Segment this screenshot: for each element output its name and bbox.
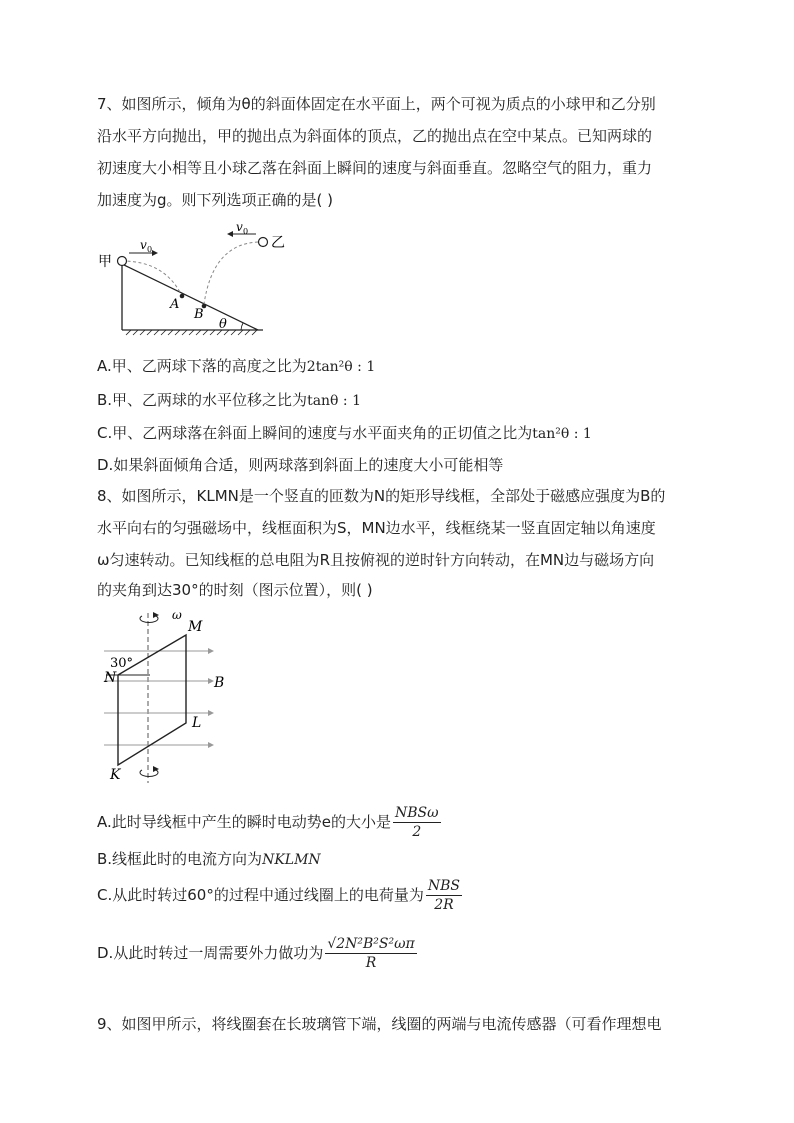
label-jia: 甲 — [98, 254, 112, 270]
q8-figure — [100, 605, 240, 785]
label-b: B — [194, 307, 204, 322]
label-k: K — [110, 767, 121, 783]
label-yi: 乙 — [271, 235, 285, 251]
q8-option-d: D.从此时转过一周需要外力做功为 $\frac{\text{√2N²B²S²ωπ}}{R}$ — [97, 936, 415, 971]
q7-option-b: B.甲、乙两球的水平位移之比为tanθ : 1 — [97, 391, 362, 409]
label-v0-yi-sub: 0 — [243, 227, 249, 236]
q8-stem-line1: 8、如图所示，KLMN是一个竖直的匝数为N的矩形导线框，全部处于磁感应强度为B的 — [97, 487, 666, 505]
q7-option-a: A.甲、乙两球下落的高度之比为2tan²θ : 1 — [97, 357, 376, 375]
label-omega: ω — [172, 608, 182, 622]
q8-stem-line2: 水平向右的匀强磁场中，线框面积为S，MN边水平，线框绕某一竖直固定轴以角速度 — [97, 519, 656, 537]
q7-stem-line1: 7、如图所示，倾角为θ的斜面体固定在水平面上，两个可视为质点的小球甲和乙分别 — [97, 95, 656, 113]
label-v0-jia-sub: 0 — [147, 245, 153, 254]
q8-option-b: B.线框此时的电流方向为NKLMN — [97, 850, 321, 868]
fraction: $\frac{\text{NBS}}{2R}$ — [427, 878, 460, 913]
label-v0-yi: v — [236, 220, 243, 234]
q7-option-c: C.甲、乙两球落在斜面上瞬间的速度与水平面夹角的正切值之比为tan²θ : 1 — [97, 424, 592, 442]
label-30deg: 30° — [110, 656, 134, 671]
q9-stem-line1: 9、如图甲所示，将线圈套在长玻璃管下端，线圈的两端与电流传感器（可看作理想电 — [97, 1015, 662, 1033]
fraction: $\frac{\text{√2N²B²S²ωπ}}{R}$ — [327, 936, 415, 971]
label-b-field: B — [214, 675, 225, 691]
label-a: A — [170, 297, 180, 312]
fraction: $\frac{\text{NBSω}}{2}$ — [395, 805, 439, 840]
q7-figure — [95, 220, 295, 340]
q8-stem-line3: ω匀速转动。已知线框的总电阻为R且按俯视的逆时针方向转动，在MN边与磁场方向 — [97, 551, 655, 569]
label-v0-jia: v — [140, 238, 147, 252]
q7-option-d: D.如果斜面倾角合适，则两球落到斜面上的速度大小可能相等 — [97, 456, 504, 474]
label-l: L — [192, 715, 202, 731]
q8-option-c: C.从此时转过60°的过程中通过线圈上的电荷量为 $\frac{\text{NBS}}{2R}$ — [97, 878, 460, 913]
label-theta: θ — [219, 317, 227, 332]
q7-stem-line4: 加速度为g。则下列选项正确的是( ) — [97, 191, 333, 209]
label-n: N — [104, 670, 117, 686]
q7-stem-line2: 沿水平方向抛出，甲的抛出点为斜面体的顶点，乙的抛出点在空中某点。已知两球的 — [97, 127, 653, 145]
q7-stem-line3: 初速度大小相等且小球乙落在斜面上瞬间的速度与斜面垂直。忽略空气的阻力，重力 — [97, 159, 653, 177]
q8-stem-line4: 的夹角到达30°的时刻（图示位置），则( ) — [97, 581, 373, 599]
label-m: M — [188, 619, 203, 635]
q8-option-a: A.此时导线框中产生的瞬时电动势e的大小是 $\frac{\text{NBSω}}{2}$ — [97, 805, 439, 840]
